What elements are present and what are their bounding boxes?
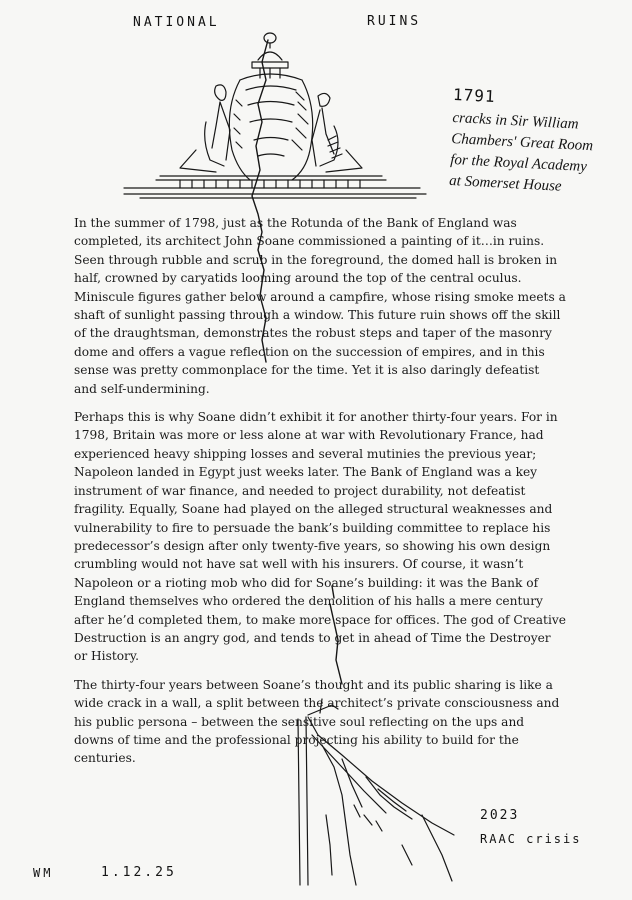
annotation-line: at Somerset House <box>448 172 562 195</box>
paragraph-2: Perhaps this is why Soane didn’t exhibit it for another thirty-four years. For in 1798, Britain was more or less alone at war with Revolutionary France, had experienced heavy shipping losses and several mutinies the previous year; Napoleon landed in Egypt just weeks later. The Bank of England was a key instrument of war finance, and needed to project durability, not defeatist fragility. Equally, Soane had played on the alleged structural weaknesses and vulnerability to fire to persuade the bank’s building committee to replace his predecessor’s design after only twenty-five years, so showing his own design crumbling would not have sat well with his insurers. Of course, it wasn’t Napoleon or a rioting mob who did for Soane’s building: it was the Bank of England themselves who ordered the demolition of his halls a mere century after he’d completed them, to make more space for offices. The god of Creative Destruction is an angry god, and tends to get in ahead of Time the Destroyer or History. <box>74 410 566 664</box>
annotation-line: Chambers' Great Room <box>450 130 594 155</box>
paragraph-1: In the summer of 1798, just as the Rotunda of the Bank of England was completed, its architect John Soane commissioned a painting of it…in ruins. Seen through rubble and scrub in the foreground, the domed hall is broken in half, crowned by caryatids looming around the top of the central oculus. Miniscule figures gather below around a campfire, whose rising smoke meets a shaft of sunlight passing through a window. This future ruin shows off the skill of the draughtsman, demonstrates the robust steps and taper of the masonry dome and offers a vague reflection on the succession of empires, and in this sense was pretty commonplace for the time. Yet it is also daringly defeatist and self-undermining. <box>74 216 566 396</box>
annotation-raac-crisis: RAAC crisis <box>480 832 582 846</box>
paragraph-3: The thirty-four years between Soane’s thought and its public sharing is like a wide crack in a wall, a split between the architect’s private consciousness and his public persona – between the sensitive soul reflecting on the ups and downs of time and the professional projecting his ability to build for the centuries. <box>74 677 560 766</box>
annotation-year-1791: 1791 <box>452 84 496 107</box>
title-ruins: RUINS <box>367 14 422 29</box>
signature-date: 1.12.25 <box>101 865 177 880</box>
title-national: NATIONAL <box>133 15 220 30</box>
statue-sketch <box>120 30 440 220</box>
annotation-year-2023: 2023 <box>480 808 520 823</box>
essay-body <box>74 214 566 778</box>
annotation-line: for the Royal Academy <box>449 151 588 176</box>
annotation-cracks-note <box>449 108 595 199</box>
annotation-line: cracks in Sir William <box>452 109 579 133</box>
signature-initials: WM <box>33 866 54 880</box>
ceiling-crack-sketch <box>282 695 482 885</box>
